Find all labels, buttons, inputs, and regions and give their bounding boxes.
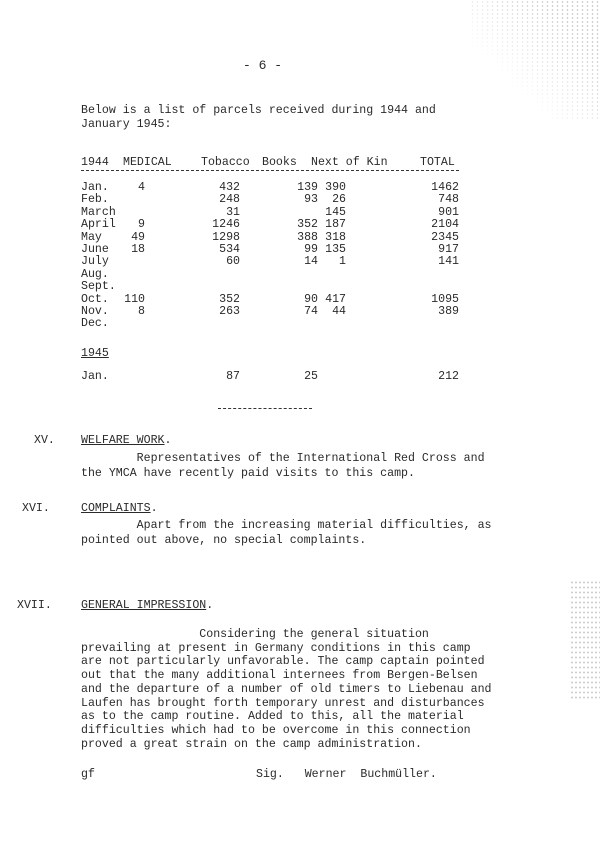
body-line: proved a great strain on the camp administration. [81,737,422,751]
cell-books: 14 [304,255,318,269]
header-total: TOTAL [420,156,455,169]
cell-total: 212 [438,370,459,383]
body-line: prevailing at present in Germany conditions in this camp [81,641,471,655]
table-row [81,293,461,305]
cell-tobacco: 352 [219,292,240,306]
cell-month: June [81,243,109,256]
section-heading: COMPLAINTS. [81,502,158,515]
cell-medical: 110 [124,292,145,306]
cell-next-of-kin: 44 [332,305,346,318]
cell-books: 90 [304,292,318,306]
section-body [81,452,485,481]
cell-total: 1462 [431,181,459,194]
cell-total: 748 [438,193,459,207]
cell-books: 388 [297,230,318,244]
cell-books: 352 [297,218,318,232]
cell-next-of-kin: 390 [325,181,346,194]
cell-month: March [81,205,116,219]
scan-noise-corner [470,0,600,120]
header-tobacco: Tobacco [201,156,250,169]
cell-month: July [81,255,109,269]
section-number: XVI. [22,502,50,515]
scan-noise-edge [570,580,600,700]
cell-books: 93 [304,193,318,207]
cell-month: Aug. [81,267,109,281]
signature-line: Sig. Werner Buchmüller. [256,768,437,781]
cell-tobacco: 1246 [212,218,240,232]
cell-books: 99 [304,243,318,256]
cell-tobacco: 432 [219,181,240,194]
table-header [81,156,459,171]
cell-month: Dec. [81,317,109,331]
typist-initials: gf [81,768,95,781]
cell-next-of-kin: 187 [325,218,346,232]
cell-next-of-kin: 26 [332,193,346,207]
cell-month: May [81,230,102,244]
body-line: Considering the general situation [81,628,429,641]
cell-next-of-kin: 417 [325,292,346,306]
cell-month: Feb. [81,193,109,207]
section-body [81,628,492,751]
cell-month: Sept. [81,280,116,294]
header-next-of-kin: Next of Kin [311,156,388,169]
header-medical: MEDICAL [123,156,172,169]
table-row [81,181,461,193]
cell-books: 74 [304,305,318,318]
cell-total: 2104 [431,218,459,232]
body-line: Apart from the increasing material difficulties, as [81,519,492,532]
cell-next-of-kin: 145 [325,205,346,219]
cell-total: 917 [438,243,459,256]
cell-tobacco: 31 [226,205,240,219]
cell-total: 1095 [431,292,459,306]
cell-tobacco: 248 [219,193,240,207]
cell-medical: 9 [138,218,145,232]
cell-total: 389 [438,305,459,318]
section-number: XV. [34,434,55,447]
cell-month: Oct. [81,292,109,306]
body-line: Laufen has brought forth temporary unrest and disturbances [81,696,485,710]
page-number: - 6 - [243,58,283,73]
cell-tobacco: 534 [219,243,240,256]
section-body [81,519,492,548]
intro-line-2: January 1945: [81,118,172,131]
table-row [81,280,461,292]
table-row [81,231,461,243]
cell-books: 25 [304,370,318,383]
table-row [81,305,461,317]
cell-medical: 4 [138,181,145,194]
cell-next-of-kin: 318 [325,230,346,244]
cell-total: 901 [438,205,459,219]
table-row [81,243,461,255]
intro-paragraph [81,104,436,132]
cell-next-of-kin: 135 [325,243,346,256]
body-line: difficulties which had to be overcome in this connection [81,723,471,737]
section-title: WELFARE WORK [81,434,165,447]
cell-total: 2345 [431,230,459,244]
cell-tobacco: 263 [219,305,240,318]
year-1945-label: 1945 [81,347,109,360]
body-line: are not particularly unfavorable. The camp captain pointed [81,655,485,669]
table-row [81,255,461,267]
body-line: out that the many additional internees from Bergen-Belsen [81,669,478,683]
cell-next-of-kin: 1 [339,255,346,269]
cell-month: Jan. [81,181,109,194]
header-books: Books [262,156,297,169]
cell-month: April [81,218,116,232]
cell-medical: 8 [138,305,145,318]
table-row [81,370,461,382]
section-heading: WELFARE WORK. [81,434,172,447]
cell-medical: 18 [131,243,145,256]
cell-books: 139 [297,181,318,194]
cell-total: 141 [438,255,459,269]
section-divider [218,408,312,409]
body-line: and the departure of a number of old timers to Liebenau and [81,682,492,696]
cell-medical: 49 [131,230,145,244]
table-row [81,206,461,218]
table-row [81,218,461,230]
table-row [81,317,461,329]
table-row [81,193,461,205]
body-line: pointed out above, no special complaints. [81,533,367,547]
section-title: GENERAL IMPRESSION [81,599,207,612]
section-heading: GENERAL IMPRESSION. [81,599,214,612]
body-line: the YMCA have recently paid visits to this camp. [81,466,415,480]
cell-month: Nov. [81,305,109,318]
section-title: COMPLAINTS [81,502,151,515]
body-line: as to the camp routine. Added to this, all the material [81,710,464,724]
body-line: Representatives of the International Red Cross and [81,452,485,465]
table-row [81,268,461,280]
cell-tobacco: 1298 [212,230,240,244]
intro-line-1: Below is a list of parcels received during 1944 and [81,104,436,117]
cell-tobacco: 60 [226,255,240,269]
cell-tobacco: 87 [226,370,240,383]
header-year: 1944 [81,156,109,169]
section-number: XVII. [17,599,52,612]
cell-month: Jan. [81,370,109,383]
